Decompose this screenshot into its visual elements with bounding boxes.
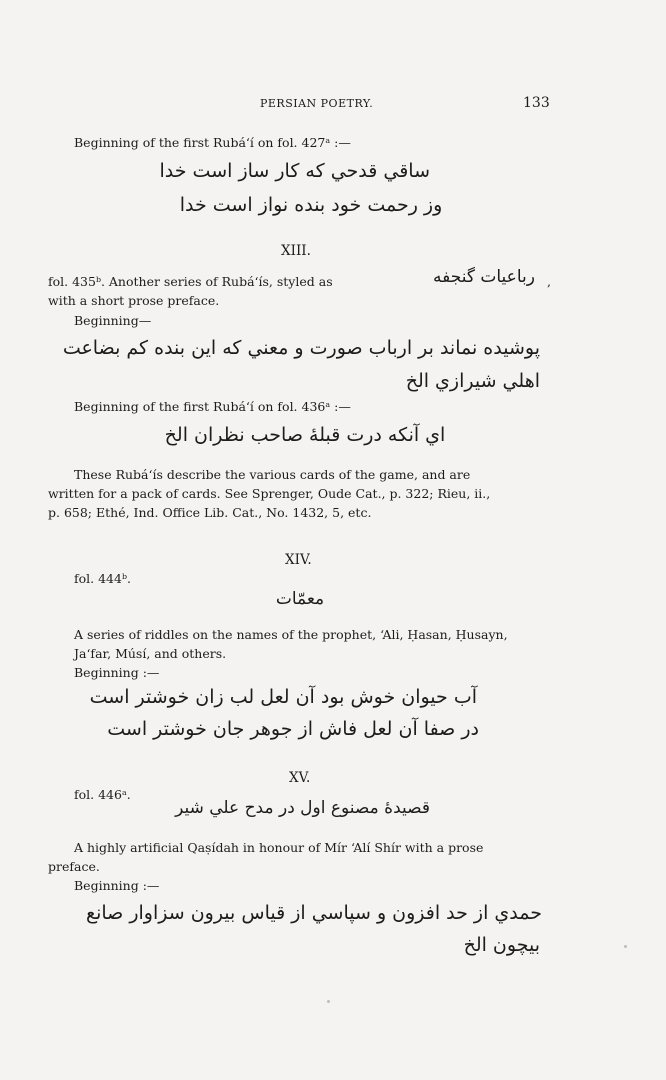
verse-xiv-2: در صفا آن لعل فاش از جوهر جان خوشتر است [107, 718, 479, 740]
desc-xiii-arabic: رباعيات گنجفه [433, 267, 535, 287]
verse-xii-2: وز رحمت خود بنده نواز است خدا [179, 194, 443, 216]
begin-xv-line1: حمدي از حد افزون و سپاسي از قياس بيرون سزاوار صانع [85, 902, 542, 924]
notes-xiii-line2: written for a pack of cards. See Sprenger, Oude Cat., p. 322; Rieu, ii., [48, 486, 491, 501]
fol-xiv: fol. 444ᵇ. [74, 571, 131, 586]
section-numeral-xiv: XIV. [285, 552, 312, 568]
title-xiv-arabic: معمّات [275, 589, 325, 609]
section-numeral-xv: XV. [289, 770, 311, 786]
beginning-label-xiv: Beginning :— [74, 665, 160, 680]
notes-xiii-line1: These Rubá‘ís describe the various cards of the game, and are [74, 467, 471, 482]
paper-speck [624, 945, 627, 948]
desc-xiv-line2: Ja‘far, Músí, and others. [74, 646, 227, 661]
begin-xiii-line2: اهلي شيرازي الخ [405, 370, 540, 392]
desc-xiii-comma: , [547, 274, 551, 289]
title-xv-arabic: قصيدهٔ مصنوع اول در مدح علي شير [175, 798, 430, 818]
first-rubai-label-xiii: Beginning of the first Rubá‘í on fol. 436ᵃ :— [74, 399, 351, 414]
desc-xv-line2: preface. [48, 859, 100, 874]
running-title: PERSIAN POETRY. [260, 97, 374, 110]
notes-xiii-line3: p. 658; Ethé, Ind. Office Lib. Cat., No. 1432, 5, etc. [48, 505, 372, 520]
page-number: 133 [523, 95, 550, 111]
paper-speck [327, 1000, 330, 1003]
verse-xiii: اي آنکه درت قبلهٔ صاحب نظران الخ [164, 424, 446, 446]
beginning-label-xv: Beginning :— [74, 878, 160, 893]
beginning-label-xiii: Beginning— [74, 313, 152, 328]
first-rubai-label-xii: Beginning of the first Rubá‘í on fol. 427ᵃ :— [74, 135, 351, 150]
verse-xiv-1: آب حيوان خوش بود آن لعل لب زان خوشتر است [89, 686, 477, 708]
section-numeral-xiii: XIII. [281, 243, 311, 259]
begin-xv-line2: بيچون الخ [463, 934, 540, 956]
begin-xiii-line1: پوشيده نماند بر ارباب صورت و معني که اين بنده کم بضاعت [62, 337, 540, 359]
desc-xiii-line1: fol. 435ᵇ. Another series of Rubá‘ís, styled as [48, 274, 333, 289]
verse-xii-1: ساقي قدحي که کار ساز است خدا [159, 160, 430, 182]
desc-xiv-line1: A series of riddles on the names of the prophet, ‘Ali, Ḥasan, Ḥusayn, [74, 627, 508, 642]
desc-xv-line1: A highly artificial Qaṣídah in honour of Mír ‘Alí Shír with a prose [74, 840, 484, 855]
fol-xv: fol. 446ᵃ. [74, 787, 131, 802]
desc-xiii-line2: with a short prose preface. [48, 293, 220, 308]
